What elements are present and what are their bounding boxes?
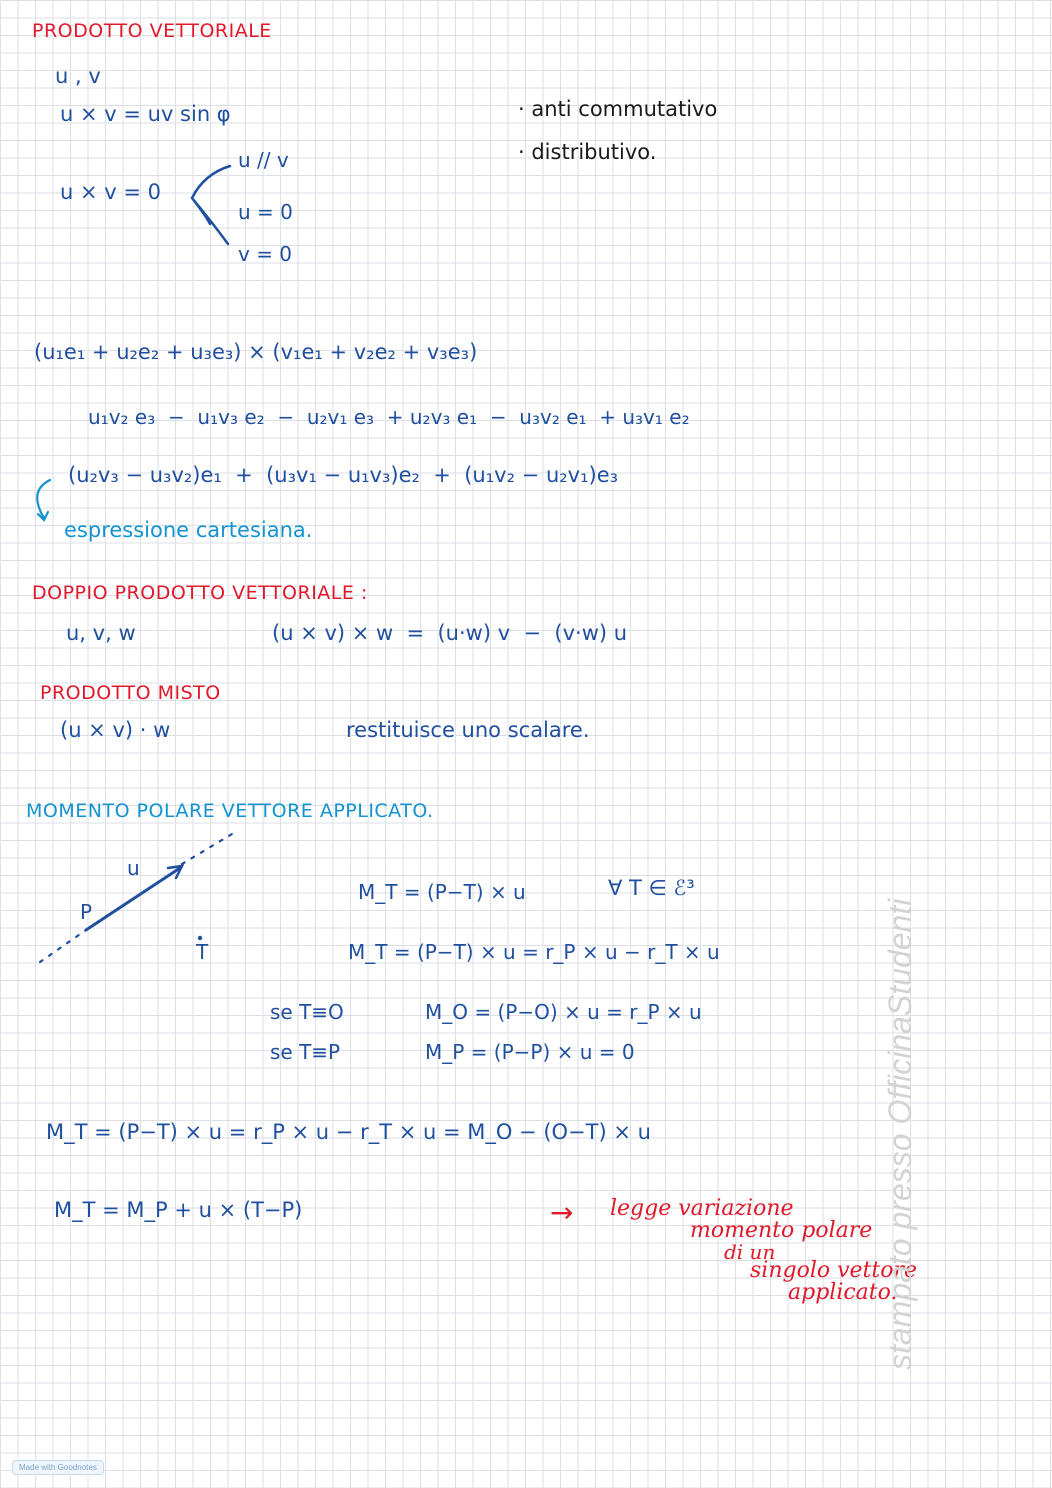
case-v-zero: v = 0 bbox=[238, 242, 293, 266]
misto-note: restituisce uno scalare. bbox=[346, 718, 590, 742]
law-note-line-1: legge variazione bbox=[610, 1196, 794, 1221]
misto-formula: (u × v) · w bbox=[60, 718, 171, 742]
law-note-line-3: di un bbox=[724, 1240, 776, 1264]
applied-vector-diagram bbox=[30, 830, 250, 975]
momento-eq-4-condition: se T≡P bbox=[270, 1040, 341, 1064]
goodnotes-badge[interactable]: Made with Goodnotes bbox=[12, 1460, 104, 1475]
doppio-formula: (u × v) × w = (u·w) v − (v·w) u bbox=[272, 621, 628, 645]
case-parallel: u // v bbox=[238, 148, 289, 172]
doppio-vectors: u, v, w bbox=[66, 621, 136, 645]
momento-eq-6: M_T = M_P + u × (T−P) bbox=[54, 1198, 303, 1222]
momento-eq-1: M_T = (P−T) × u bbox=[358, 880, 526, 904]
momento-eq-3: M_O = (P−O) × u = r_P × u bbox=[425, 1000, 702, 1024]
zero-condition: u × v = 0 bbox=[60, 180, 161, 204]
title-prodotto-misto: PRODOTTO MISTO bbox=[40, 682, 221, 704]
brace-icon bbox=[186, 160, 236, 260]
momento-eq-2: M_T = (P−T) × u = r_P × u − r_T × u bbox=[348, 940, 720, 964]
property-anticommutativo: · anti commutativo bbox=[518, 97, 718, 121]
property-distributivo: · distributivo. bbox=[518, 140, 657, 164]
momento-eq-5: M_T = (P−T) × u = r_P × u − r_T × u = M_O − (O−T) × u bbox=[46, 1120, 651, 1144]
law-note-line-2: momento polare bbox=[690, 1218, 873, 1243]
expansion-line-1: (u₁e₁ + u₂e₂ + u₃e₃) × (v₁e₁ + v₂e₂ + v₃e₃) bbox=[34, 340, 478, 364]
case-u-zero: u = 0 bbox=[238, 200, 293, 224]
title-prodotto-vettoriale: PRODOTTO VETTORIALE bbox=[32, 20, 272, 42]
title-doppio-prodotto: DOPPIO PRODOTTO VETTORIALE : bbox=[32, 582, 368, 604]
momento-eq-1-quantifier: ∀ T ∈ ℰ³ bbox=[608, 876, 695, 900]
watermark: stampato presso OfficinaStudenti bbox=[882, 898, 918, 1370]
title-momento-polare: MOMENTO POLARE VETTORE APPLICATO. bbox=[26, 800, 434, 822]
note-espressione-cartesiana: espressione cartesiana. bbox=[64, 518, 313, 542]
momento-eq-3-condition: se T≡O bbox=[270, 1000, 344, 1024]
diagram-label-u: u bbox=[127, 856, 140, 880]
diagram-label-p: P bbox=[80, 900, 93, 924]
expansion-line-2: u₁v₂ e₃ − u₁v₃ e₂ − u₂v₁ e₃ + u₂v₃ e₁ − u₃v₂ e₁ + u₃v₁ e₂ bbox=[88, 405, 690, 429]
curved-arrow-icon bbox=[30, 474, 60, 526]
arrow-right-icon: → bbox=[550, 1196, 574, 1229]
law-note-line-5: applicato. bbox=[788, 1280, 898, 1305]
diagram-label-t: T bbox=[196, 940, 209, 964]
law-note-line-4: singolo vettore bbox=[750, 1258, 918, 1283]
vectors-u-v: u , v bbox=[55, 64, 101, 88]
momento-eq-4: M_P = (P−P) × u = 0 bbox=[425, 1040, 635, 1064]
cross-product-definition: u × v = uv sin φ bbox=[60, 102, 231, 126]
expansion-line-3: (u₂v₃ − u₃v₂)e₁ + (u₃v₁ − u₁v₃)e₂ + (u₁v₂ − u₂v₁)e₃ bbox=[68, 463, 619, 487]
